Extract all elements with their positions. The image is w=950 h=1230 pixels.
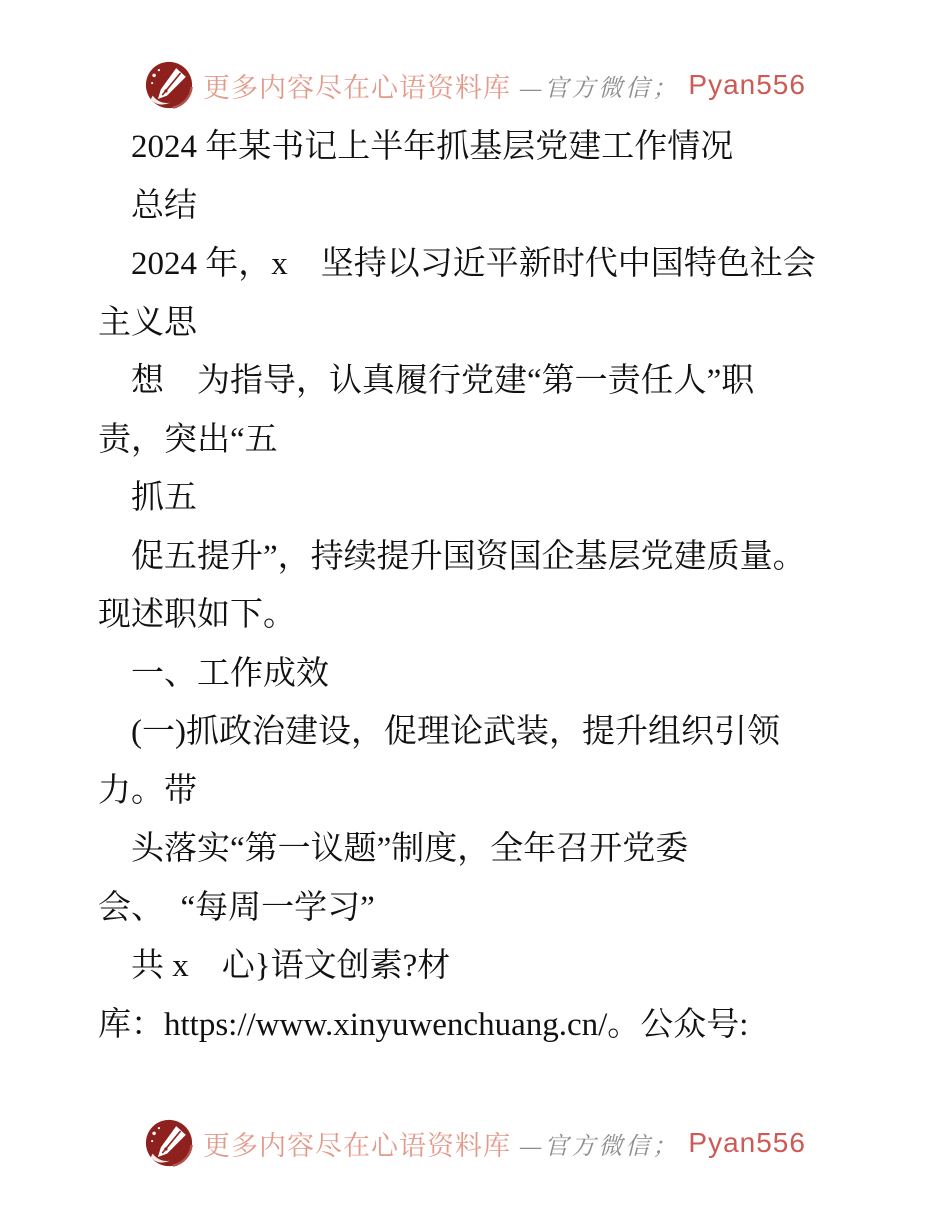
footer-watermark: [0, 1116, 950, 1170]
document-line: 一、工作成效: [131, 655, 329, 692]
document-line: 力。带: [98, 772, 197, 809]
watermark-brand-text: 更多内容尽在心语资料库: [203, 72, 512, 103]
watermark-brand-text: 更多内容尽在心语资料库: [203, 1130, 512, 1161]
document-line: 想 为指导，认真履行党建“第一责任人”职: [131, 363, 755, 399]
watermark-wechat-id: Pyan556: [688, 69, 806, 100]
pen-emblem-icon: [144, 60, 194, 110]
document-line: 头落实“第一议题”制度，全年召开党委: [131, 831, 689, 867]
document-line: 主义思: [98, 304, 197, 341]
watermark-separator-text: —官方微信；: [520, 75, 680, 102]
document-line: 现述职如下。: [98, 597, 296, 633]
document-line: (一)抓政治建设，促理论武装，提升组织引领: [131, 714, 780, 750]
document-body: [98, 118, 878, 1054]
watermark-separator-text: —官方微信；: [520, 1133, 680, 1160]
document-line: 责，突出“五: [98, 421, 278, 458]
pen-emblem-icon: [144, 1118, 194, 1168]
document-line: 会、 “每周一学习”: [98, 889, 375, 926]
document-line: 总结: [131, 187, 197, 224]
header-watermark: [0, 58, 950, 112]
document-line: 促五提升”，持续提升国资国企基层党建质量。: [131, 538, 806, 575]
document-line: 2024 年，x 坚持以习近平新时代中国特色社会: [131, 246, 816, 282]
watermark-wechat-id: Pyan556: [688, 1127, 806, 1158]
document-line: 抓五: [131, 480, 197, 516]
document-line: 2024 年某书记上半年抓基层党建工作情况: [131, 129, 734, 165]
document-line: 库：https://www.xinyuwenchuang.cn/。公众号:: [98, 1006, 749, 1043]
document-line: 共 x 心}语文创素?材: [131, 948, 451, 984]
